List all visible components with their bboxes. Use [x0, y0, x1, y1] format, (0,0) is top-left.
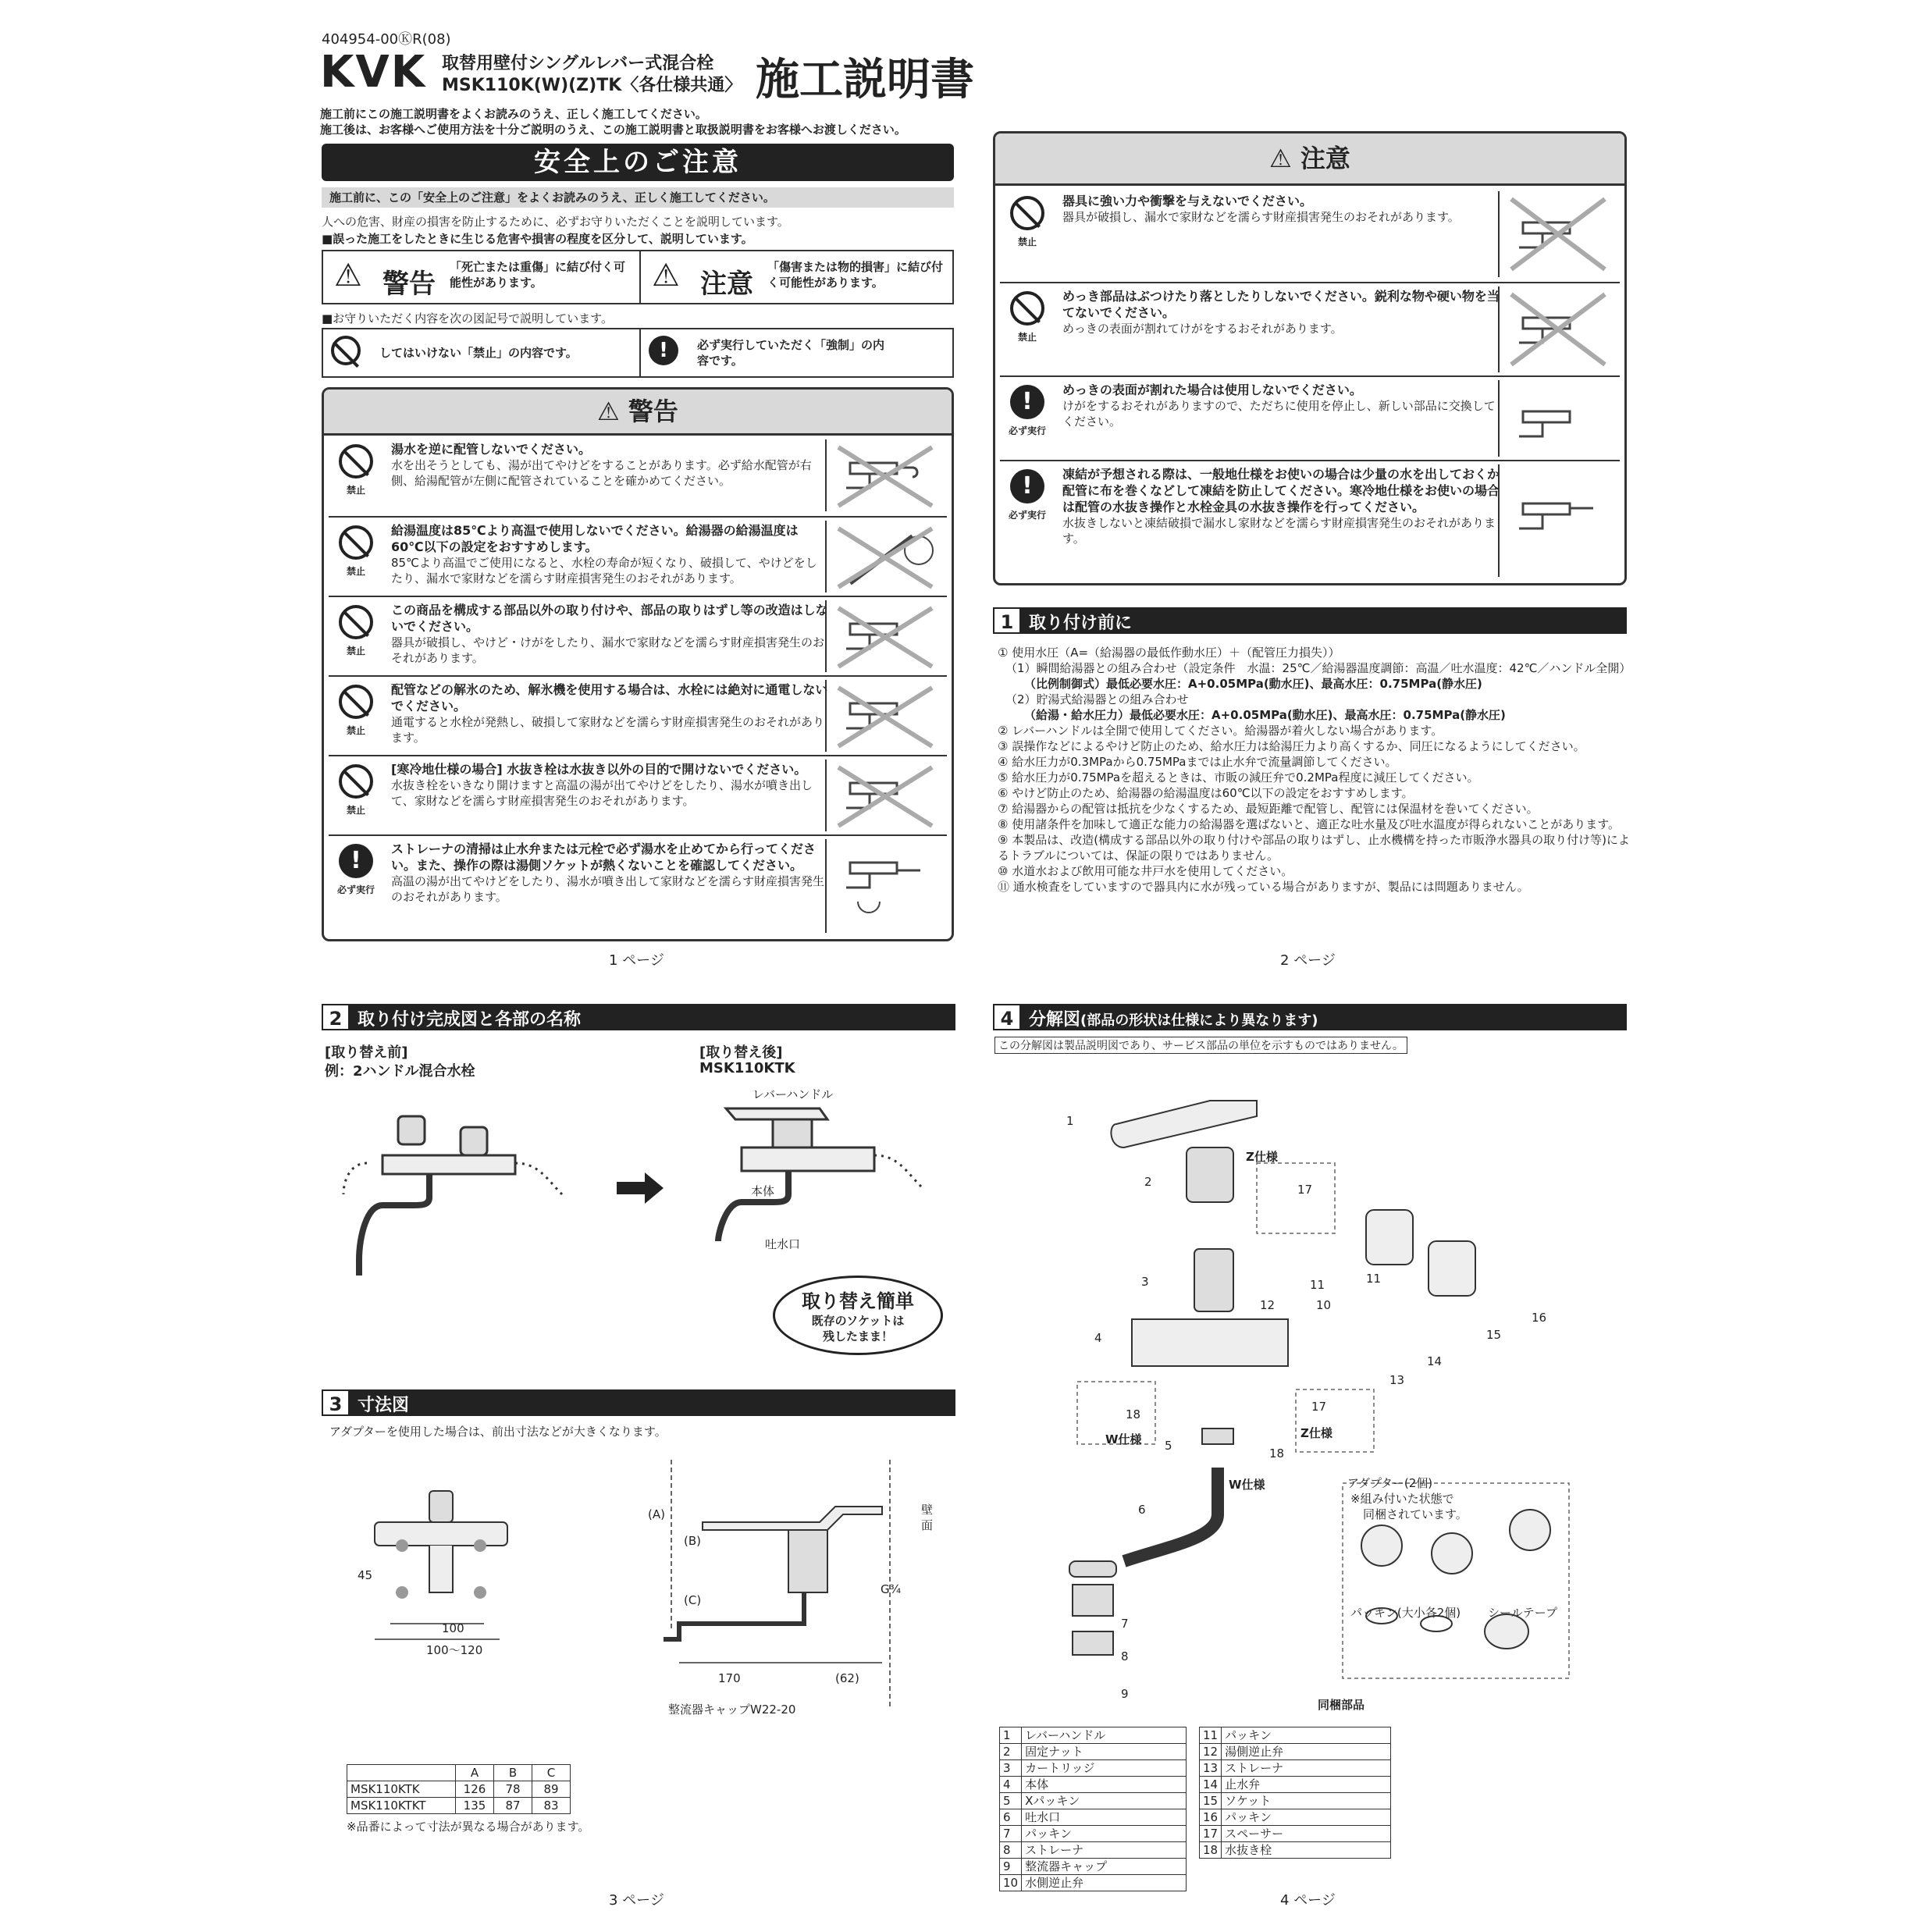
mandatory-icon: !	[649, 336, 678, 365]
warning-item-body: 通電すると水栓が発熱し、破損して家財などを濡らす財産損害発生のおそれがあります。	[391, 715, 825, 745]
mandatory-icon: !	[1010, 469, 1044, 503]
badge-title: 取り替え簡単	[802, 1290, 914, 1312]
parts-table-left	[999, 1727, 1187, 1891]
table-cell: 水抜き栓	[1222, 1842, 1391, 1859]
front-dimension-drawing	[343, 1483, 531, 1702]
after-faucet-illustration	[695, 1101, 945, 1304]
drain-plug-illustration	[825, 760, 944, 831]
list-item: ① 使用水圧（A=（給湯器の最低作動水圧）＋（配管圧力損失））	[998, 646, 1340, 660]
warning-item-body: 高温の湯が出てやけどをしたり、湯水が噴き出して家財などを濡らす財産損害発生のおそれがあります。	[391, 874, 825, 904]
plating-illustration	[1498, 286, 1617, 372]
warning-item	[329, 755, 947, 834]
warning-panel-title: 警告	[628, 397, 678, 426]
packing-label: パッキン(大小各2個)	[1350, 1606, 1461, 1620]
table-row	[1000, 1777, 1187, 1793]
section-1-list	[998, 645, 1630, 895]
symbol-legend	[322, 328, 954, 378]
dim-62: (62)	[835, 1671, 859, 1685]
doc-code: 404954-00ⓀR(08)	[322, 31, 451, 48]
callout: 7	[1121, 1617, 1129, 1631]
page-number-4: 4 ページ	[1280, 1892, 1336, 1909]
warning-item-icon-label: 必ず実行	[336, 884, 375, 895]
product-model: MSK110K(W)(Z)TK〈各仕様共通〉	[442, 76, 742, 95]
caution-item-head: 凍結が予想される際は、一般地仕様をお使いの場合は少量の水を出しておくか配管に布を巻くなどして凍結を防止してください。寒冷地仕様をお使いの場合は配管の水抜き操作と水栓金具の水抜き操作を行ってください。	[1062, 467, 1500, 514]
warning-panel	[322, 387, 954, 941]
prohibit-desc: してはいけない「禁止」の内容です。	[379, 346, 578, 360]
safety-title: 安全上のご注意	[534, 147, 742, 178]
w-spec-label: W仕様	[1105, 1432, 1142, 1446]
page-number-3: 3 ページ	[609, 1892, 664, 1909]
safety-note-bar	[322, 187, 954, 208]
doc-title: 施工説明書	[756, 55, 974, 105]
mandatory-icon: !	[1010, 385, 1044, 419]
adapter-label: アダプター(2個)	[1347, 1476, 1433, 1490]
warning-item	[329, 436, 947, 514]
caution-item	[1000, 460, 1620, 580]
table-row	[1000, 1809, 1187, 1826]
caution-item	[1000, 188, 1620, 280]
table-cell: B	[494, 1765, 532, 1781]
callout: 4	[1094, 1331, 1102, 1345]
callout: 1	[1066, 1114, 1074, 1128]
lever-handle-label: レバーハンドル	[753, 1087, 834, 1101]
table-row	[1000, 1859, 1187, 1875]
strainer-illustration	[825, 839, 944, 933]
table-cell: 10	[1000, 1875, 1022, 1891]
arrow-icon	[617, 1172, 664, 1204]
warning-item-body: 器具が破損し、やけど・けがをしたり、漏水で家財などを濡らす財産損害発生のおそれがあります。	[391, 635, 825, 665]
table-cell	[347, 1765, 456, 1781]
table-row	[1000, 1793, 1187, 1809]
table-cell: 9	[1000, 1859, 1022, 1875]
callout: 5	[1165, 1439, 1172, 1453]
z-spec-label: Z仕様	[1246, 1150, 1278, 1164]
cracked-plating-illustration	[1498, 380, 1617, 457]
warning-item-head: 湯水を逆に配管しないでください。	[391, 442, 592, 457]
table-cell: 1	[1000, 1727, 1022, 1744]
warning-label: 警告	[382, 269, 436, 300]
caution-panel-title: 注意	[1300, 144, 1350, 173]
dim-c: (C)	[684, 1593, 702, 1607]
table-cell: 15	[1200, 1793, 1222, 1809]
table-cell: 17	[1200, 1826, 1222, 1842]
table-cell: パッキン	[1222, 1809, 1391, 1826]
symbols-intro: ■お守りいただく内容を次の図記号で説明しています。	[322, 311, 613, 326]
table-cell: 83	[532, 1798, 571, 1814]
section-3-note: アダプターを使用した場合は、前出寸法などが大きくなります。	[329, 1425, 667, 1439]
caution-panel	[993, 131, 1627, 585]
table-cell: A	[456, 1765, 494, 1781]
callout: 13	[1389, 1373, 1405, 1387]
section-4-bar	[993, 1004, 1627, 1030]
table-cell: 整流器キャップ	[1022, 1859, 1187, 1875]
adapter-note-1: ※組み付いた状態で	[1350, 1492, 1454, 1506]
caution-item-head: 器具に強い力や衝撃を与えないでください。	[1062, 194, 1313, 208]
cap-label: 整流器キャップW22-20	[668, 1703, 796, 1717]
caution-item-icon-label: 禁止	[1017, 237, 1037, 247]
prohibit-icon	[339, 685, 373, 719]
caution-item	[1000, 375, 1620, 460]
callout: 18	[1126, 1407, 1141, 1421]
table-cell: C	[532, 1765, 571, 1781]
safety-line-1: 人への危害、財産の損害を防止するために、必ずお守りいただくことを説明しています。	[322, 215, 789, 229]
thermometer-illustration	[825, 521, 944, 592]
table-row	[1000, 1826, 1187, 1842]
callout: 6	[1138, 1503, 1146, 1517]
table-cell: カートリッジ	[1022, 1760, 1187, 1777]
severity-legend	[322, 250, 954, 304]
list-item: ③ 誤操作などによるやけど防止のため、給水圧力は給湯圧力より高くするか、同圧になるようにしてください。	[998, 739, 1585, 753]
callout: 9	[1121, 1687, 1129, 1701]
section-4-title: 分解図	[1029, 1010, 1081, 1030]
section-2-number: 2	[322, 1004, 350, 1030]
bundled-parts-label: 同梱部品	[1318, 1698, 1365, 1712]
body-label: 本体	[751, 1184, 775, 1198]
list-item: ⑩ 水道水および飲用可能な井戸水を使用してください。	[998, 864, 1293, 878]
table-row	[1200, 1744, 1391, 1760]
caution-label: 注意	[700, 269, 753, 300]
warning-item-head: 給湯温度は85℃より高温で使用しないでください。給湯器の給湯温度は60℃以下の設定をおすすめします。	[391, 523, 799, 554]
before-title: [取り替え前]	[325, 1044, 408, 1061]
list-item: ⑤ 給水圧力が0.75MPaを超えるときは、市販の減圧弁で0.2MPa程度に減圧してください。	[998, 770, 1479, 785]
table-cell: 14	[1200, 1777, 1222, 1793]
prohibit-icon	[331, 336, 361, 365]
table-row	[1200, 1777, 1391, 1793]
caution-item	[1000, 282, 1620, 375]
table-row	[1000, 1760, 1187, 1777]
badge-line-1: 既存のソケットは	[811, 1314, 905, 1328]
warning-item-head: この商品を構成する部品以外の取り付けや、部品の取りはずし等の改造はしないでください。	[391, 603, 828, 634]
section-2-bar	[322, 1004, 955, 1030]
safety-note: 施工前に、この「安全上のご注意」をよくお読みのうえ、正しく施工してください。	[329, 190, 775, 205]
table-cell: ストレーナ	[1222, 1760, 1391, 1777]
section-1-title: 取り付け前に	[1029, 614, 1133, 633]
safety-line-2: ■誤った施工をしたときに生じる危害や損害の程度を区分して、説明しています。	[322, 232, 753, 246]
callout: 17	[1297, 1183, 1313, 1197]
warning-item-icon-label: 禁止	[346, 646, 365, 656]
table-cell: レバーハンドル	[1022, 1727, 1187, 1744]
table-row	[1200, 1760, 1391, 1777]
prohibit-icon	[339, 525, 373, 560]
impact-illustration	[1498, 191, 1617, 277]
faucet-illustration	[825, 439, 944, 511]
list-item: ② レバーハンドルは全開で使用してください。給湯器が着火しない場合があります。	[998, 724, 1443, 738]
caution-item-body: けがをするおそれがありますので、ただちに使用を停止し、新しい部品に交換してください。	[1062, 399, 1496, 429]
callout: 12	[1260, 1298, 1276, 1312]
section-1-bar	[993, 607, 1627, 634]
warning-triangle-icon: ⚠	[597, 397, 628, 426]
prohibit-icon	[1010, 196, 1044, 230]
before-faucet-illustration	[336, 1101, 585, 1304]
table-cell: 89	[532, 1781, 571, 1798]
list-item: ⑦ 給湯器からの配管は抵抗を少なくするため、最短距離で配管し、配管には保温材を巻いてください。	[998, 802, 1539, 816]
list-item: ④ 給水圧力が0.3MPaから0.75MPaまでは止水弁で流量調節してください。	[998, 755, 1397, 769]
table-cell: パッキン	[1022, 1826, 1187, 1842]
z-spec-label: Z仕様	[1300, 1426, 1332, 1440]
page-number-1: 1 ページ	[609, 952, 664, 969]
badge-line-2: 残したまま！	[822, 1329, 893, 1343]
table-cell: 7	[1000, 1826, 1022, 1842]
warning-item	[329, 516, 947, 596]
table-cell: 湯側逆止弁	[1222, 1744, 1391, 1760]
callout: 14	[1427, 1354, 1443, 1368]
easy-replace-badge	[773, 1276, 943, 1355]
table-cell: スペーサー	[1222, 1826, 1391, 1842]
list-item: （1）瞬間給湯器との組み合わせ（設定条件 水温：25℃／給湯器温度調節：高温／吐水温度：42℃／ハンドル全開）	[1005, 661, 1631, 675]
caution-item-body: 器具が破損し、漏水で家財などを濡らす財産損害発生のおそれがあります。	[1062, 210, 1460, 224]
callout: 11	[1310, 1278, 1325, 1292]
after-subtitle: MSK110KTK	[699, 1060, 795, 1076]
warning-item-icon-label: 禁止	[346, 725, 365, 736]
table-row	[1000, 1727, 1187, 1744]
disassembly-illustration	[825, 600, 944, 672]
intro-line-2: 施工後は、お客様へご使用方法を十分ご説明のうえ、この施工説明書と取扱説明書をお客様へお渡しください。	[320, 123, 906, 137]
section-3-number: 3	[322, 1389, 350, 1416]
dim-170: 170	[718, 1671, 741, 1685]
table-cell: 5	[1000, 1793, 1022, 1809]
table-cell: 固定ナット	[1022, 1744, 1187, 1760]
section-4-number: 4	[993, 1004, 1021, 1030]
callout: 17	[1311, 1400, 1327, 1414]
caution-item-icon-label: 必ず実行	[1008, 425, 1046, 436]
warning-item	[329, 675, 947, 755]
warning-item-body: 水を出そうとしても、湯が出てやけどをすることがあります。必ず給水配管が右側、給湯配管が左側に配管されていることを確かめてください。	[391, 458, 812, 488]
list-item: （2）貯湯式給湯器との組み合わせ	[1005, 692, 1189, 706]
caution-item-body: 水抜きしないと凍結破損で漏水し家財などを濡らす財産損害発生のおそれがあります。	[1062, 516, 1496, 546]
dim-100-120: 100～120	[426, 1643, 483, 1657]
caution-panel-header	[995, 133, 1624, 186]
table-row	[1000, 1842, 1187, 1859]
callout: 15	[1486, 1328, 1502, 1342]
warning-item-icon-label: 禁止	[346, 805, 365, 816]
table-cell: 3	[1000, 1760, 1022, 1777]
table-cell: ソケット	[1222, 1793, 1391, 1809]
warning-desc: 「死亡または重傷」に結び付く可能性があります。	[450, 260, 626, 290]
callout: 3	[1141, 1275, 1149, 1289]
caution-desc: 「傷害または物的損害」に結び付く可能性があります。	[767, 260, 944, 290]
warning-item-icon-label: 禁止	[346, 566, 365, 577]
table-row	[1200, 1727, 1391, 1744]
dimension-table-note: ※品番によって寸法が異なる場合があります。	[347, 1820, 590, 1834]
adapter-note-2: 同梱されています。	[1363, 1507, 1468, 1521]
section-2-title: 取り付け完成図と各部の名称	[358, 1010, 582, 1030]
caution-triangle-icon: ⚠	[1269, 144, 1300, 173]
table-row	[1200, 1842, 1391, 1859]
callout: 18	[1269, 1446, 1285, 1461]
table-cell: 8	[1000, 1842, 1022, 1859]
callout: 2	[1144, 1175, 1152, 1189]
prohibit-icon	[339, 444, 373, 479]
warning-item	[329, 834, 947, 936]
table-cell: 18	[1200, 1842, 1222, 1859]
table-row	[1000, 1875, 1187, 1891]
table-cell: 78	[494, 1781, 532, 1798]
safety-title-bar	[322, 144, 954, 181]
prohibit-icon	[339, 764, 373, 799]
callout: 10	[1316, 1298, 1332, 1312]
table-cell: 6	[1000, 1809, 1022, 1826]
callout: 8	[1121, 1649, 1129, 1663]
dim-100: 100	[442, 1621, 464, 1635]
table-row	[1200, 1826, 1391, 1842]
section-4-note: この分解図は製品説明図であり、サービス部品の単位を示すものではありません。	[994, 1037, 1407, 1054]
caution-item-icon-label: 必ず実行	[1008, 510, 1046, 521]
table-cell: 本体	[1022, 1777, 1187, 1793]
warning-item-body: 85℃より高温でご使用になると、水栓の寿命が短くなり、破損して、やけどをしたり、漏水で家財などを濡らす財産損害発生のおそれがあります。	[391, 556, 817, 585]
table-cell: Xパッキン	[1022, 1793, 1187, 1809]
seal-tape-label: シールテープ	[1488, 1606, 1557, 1620]
callout: 16	[1532, 1311, 1547, 1325]
page-number-2: 2 ページ	[1280, 952, 1336, 969]
mandatory-icon: !	[339, 844, 373, 878]
spout-label: 吐水口	[765, 1237, 801, 1251]
table-row	[1200, 1793, 1391, 1809]
warning-item-body: 水抜き栓をいきなり開けますと高温の湯が出てやけどをしたり、湯水が噴き出して、家財などを濡らす財産損害発生のおそれがあります。	[391, 778, 813, 808]
warning-item-head: ストレーナの清掃は止水弁または元栓で必ず湯水を止めてから行ってください。また、操作の際は湯側ソケットが熱くないことを確認してください。	[391, 841, 817, 873]
list-item: （給湯・給水圧力）最低必要水圧：A+0.05MPa(動水圧)、最高水圧：0.75MPa(静水圧)	[1024, 708, 1506, 722]
list-item: ⑪ 通水検査をしていますので器具内に水が残っている場合がありますが、製品には問題ありません。	[998, 880, 1529, 894]
table-cell: 16	[1200, 1809, 1222, 1826]
dimension-table	[347, 1764, 571, 1814]
freeze-illustration	[1498, 464, 1617, 577]
warning-item-head: 配管などの解氷のため、解氷機を使用する場合は、水栓には絶対に通電しないでください。	[391, 682, 828, 713]
section-3-title: 寸法図	[358, 1396, 410, 1415]
table-row	[1000, 1744, 1187, 1760]
thawing-illustration	[825, 680, 944, 752]
brand-logo: KVK	[320, 47, 427, 98]
table-cell: 止水弁	[1222, 1777, 1391, 1793]
warning-panel-header	[324, 390, 952, 436]
warning-item	[329, 596, 947, 675]
warning-item-head: [寒冷地仕様の場合] 水抜き栓は水抜き以外の目的で開けないでください。	[391, 762, 807, 777]
table-cell: 水側逆止弁	[1022, 1875, 1187, 1891]
table-cell: 11	[1200, 1727, 1222, 1744]
prohibit-icon	[339, 605, 373, 639]
table-cell: 2	[1000, 1744, 1022, 1760]
caution-item-head: めっき部品はぶつけたり落としたりしないでください。鋭利な物や硬い物を当てないでください。	[1062, 289, 1500, 320]
section-3-bar	[322, 1389, 955, 1416]
table-cell: ストレーナ	[1022, 1842, 1187, 1859]
caution-item-head: めっきの表面が割れた場合は使用しないでください。	[1062, 382, 1362, 397]
list-item: （比例制御式）最低必要水圧：A+0.05MPa(動水圧)、最高水圧：0.75MPa(静水圧)	[1024, 677, 1482, 691]
dim-a: (A)	[648, 1507, 665, 1521]
table-row	[347, 1781, 571, 1798]
warning-triangle-icon: ⚠	[334, 258, 362, 294]
wall-label: 壁面	[921, 1503, 934, 1532]
table-row	[347, 1765, 571, 1781]
section-4-subtitle: (部品の形状は仕様により異なります)	[1080, 1012, 1318, 1029]
dim-b: (B)	[684, 1534, 701, 1548]
list-item: ⑨ 本製品は、改造(構成する部品以外の取り付けや部品の取りはずし、止水機構を持った市販浄水器具の取り付け等)によるトラブルについては、保証の限りではありません。	[998, 833, 1630, 863]
list-item: ⑧ 使用諸条件を加味して適正な能力の給湯器を選ばないと、適正な吐水量及び吐水温度が得られないことがあります。	[998, 817, 1621, 831]
list-item: ⑥ やけど防止のため、給湯器の給湯温度は60℃以下の設定をおすすめします。	[998, 786, 1414, 800]
caution-triangle-icon: ⚠	[652, 258, 680, 294]
table-cell: 13	[1200, 1760, 1222, 1777]
table-cell: 135	[456, 1798, 494, 1814]
table-cell: MSK110KTKT	[347, 1798, 456, 1814]
table-row	[347, 1798, 571, 1814]
parts-table-right	[1199, 1727, 1391, 1859]
before-subtitle: 例：2ハンドル混合水栓	[325, 1063, 475, 1080]
table-cell: 12	[1200, 1744, 1222, 1760]
warning-item-icon-label: 禁止	[346, 485, 365, 496]
table-row	[1200, 1809, 1391, 1826]
table-cell: 87	[494, 1798, 532, 1814]
product-name: 取替用壁付シングルレバー式混合栓	[442, 54, 714, 73]
table-cell: 4	[1000, 1777, 1022, 1793]
g34-label: G¾	[881, 1582, 902, 1596]
dim-45: 45	[358, 1568, 373, 1582]
table-cell: MSK110KTK	[347, 1781, 456, 1798]
caution-item-icon-label: 禁止	[1017, 332, 1037, 343]
table-cell: 吐水口	[1022, 1809, 1187, 1826]
table-cell: 126	[456, 1781, 494, 1798]
w-spec-label: W仕様	[1229, 1478, 1265, 1492]
table-cell: パッキン	[1222, 1727, 1391, 1744]
after-title: [取り替え後]	[699, 1044, 783, 1061]
mandatory-desc: 必ず実行していただく「強制」の内容です。	[697, 338, 885, 368]
callout: 11	[1366, 1272, 1382, 1286]
section-1-number: 1	[993, 607, 1021, 634]
caution-item-body: めっきの表面が割れてけがをするおそれがあります。	[1062, 322, 1343, 336]
prohibit-icon	[1010, 291, 1044, 326]
intro-line-1: 施工前にこの施工説明書をよくお読みのうえ、正しく施工してください。	[320, 107, 707, 121]
